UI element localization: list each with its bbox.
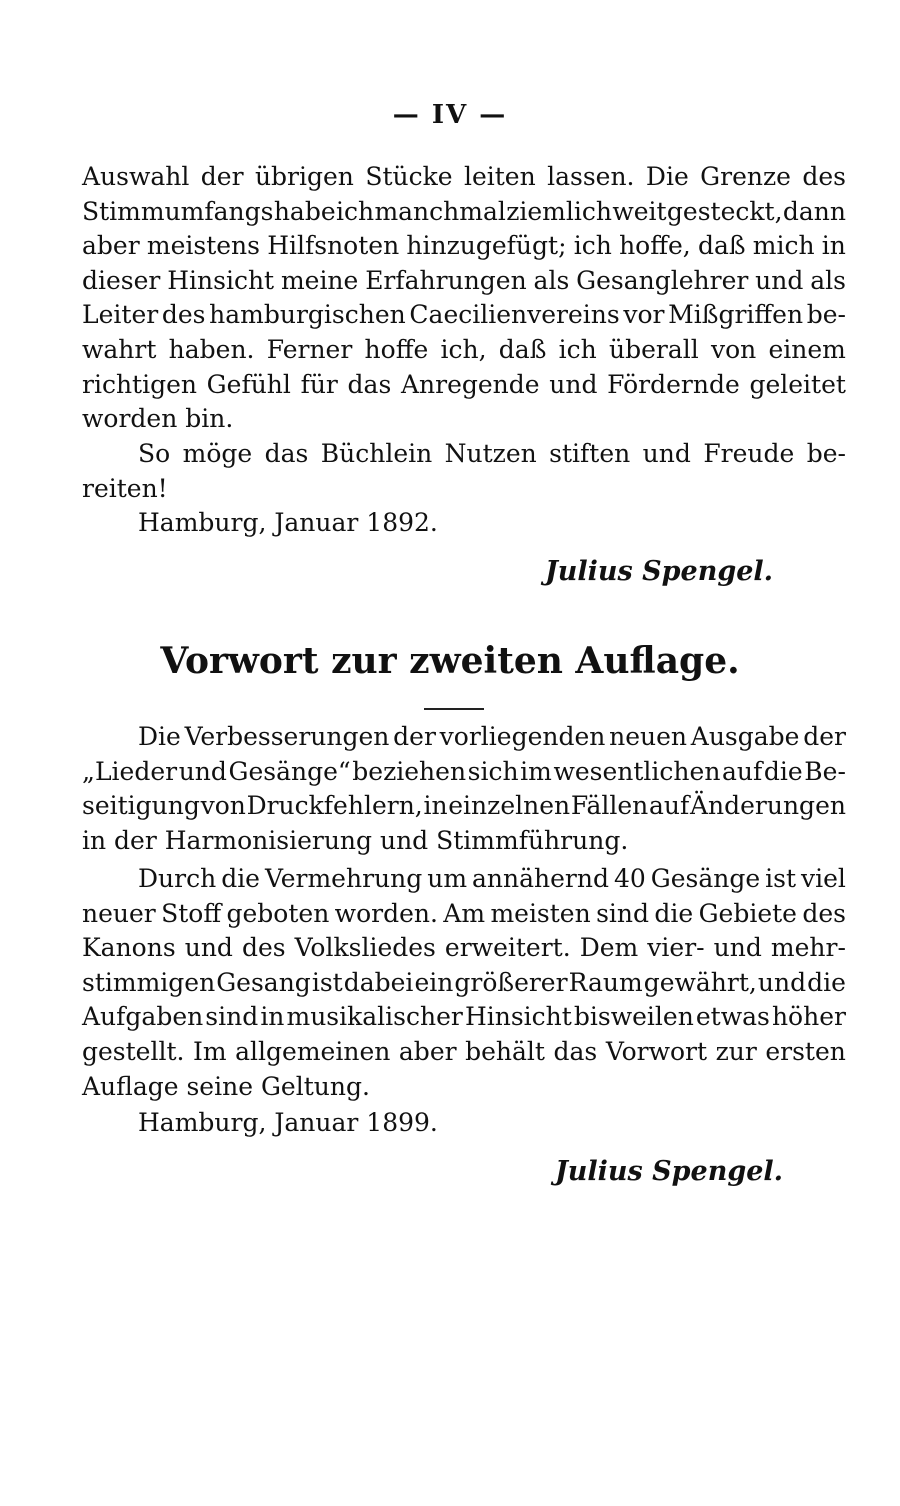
heading-divider xyxy=(424,708,484,710)
word: im xyxy=(520,756,552,786)
word: neuen xyxy=(609,722,688,751)
word: ich xyxy=(335,196,375,226)
word: Änderungen xyxy=(689,791,846,821)
word: „Lieder xyxy=(82,756,178,786)
word: übrigen xyxy=(254,162,354,191)
word: dann xyxy=(782,196,846,226)
word: höher xyxy=(771,1002,846,1032)
word: Druckfehlern, xyxy=(246,791,423,821)
word: ersten xyxy=(765,1036,846,1066)
word: gesteckt, xyxy=(666,196,783,226)
word: einem xyxy=(768,334,846,364)
word: viel xyxy=(801,864,846,893)
word: ist xyxy=(765,864,797,893)
preface-first-paragraph-1 xyxy=(82,160,846,437)
word: Stimmumfangs xyxy=(82,196,274,226)
word: richtigen xyxy=(82,369,197,399)
word: die xyxy=(763,756,803,786)
word: auf xyxy=(648,791,690,821)
word: Volksliedes xyxy=(294,933,436,963)
word: be- xyxy=(806,439,846,468)
word: manchmal xyxy=(374,196,506,226)
word: und xyxy=(184,933,233,963)
word: überall xyxy=(608,334,699,364)
word: Gesang xyxy=(216,967,311,997)
word: das xyxy=(347,369,392,399)
word: als xyxy=(533,265,570,295)
text-line xyxy=(82,333,846,368)
word: das xyxy=(264,439,309,468)
word: neuer xyxy=(82,898,156,928)
word: von xyxy=(200,791,246,821)
word: sind xyxy=(596,898,650,928)
word: Hinsicht xyxy=(464,1002,572,1032)
word: der xyxy=(393,722,436,751)
word: aber xyxy=(82,231,140,261)
word: die xyxy=(807,967,846,997)
text-line xyxy=(82,755,846,790)
word: geleitet xyxy=(749,369,846,399)
word: Am xyxy=(443,898,486,928)
word: Stoff xyxy=(161,898,222,928)
word: größerer xyxy=(454,967,568,997)
word: allgemeinen xyxy=(235,1036,391,1066)
word: Freude xyxy=(703,439,795,468)
word: die xyxy=(221,864,260,893)
text-line xyxy=(82,264,846,299)
word: Auswahl xyxy=(82,162,190,191)
word: Vermehrung xyxy=(264,864,423,893)
text-line xyxy=(82,862,846,897)
word: hoffe, xyxy=(619,231,691,261)
word: Gefühl xyxy=(206,369,291,399)
signature-1892: Julius Spengel. xyxy=(545,556,774,587)
word: Aufgaben xyxy=(82,1002,204,1032)
word: vor xyxy=(623,300,665,330)
section-heading: Vorwort zur zweiten Auflage. xyxy=(160,640,740,682)
word: erweitert. xyxy=(444,933,571,963)
word: bisweilen xyxy=(573,1002,694,1032)
word: in xyxy=(423,791,448,821)
word: Hilfsnoten xyxy=(267,231,400,261)
word: ich xyxy=(558,334,597,364)
word: seitigung xyxy=(82,791,200,821)
word: Erfahrungen xyxy=(365,265,527,295)
word: haben. xyxy=(168,334,255,364)
word: Im xyxy=(193,1036,227,1066)
word: Die xyxy=(138,722,181,751)
word: der xyxy=(200,162,244,191)
text-line xyxy=(82,195,846,230)
word: und xyxy=(549,369,598,399)
word: als xyxy=(810,265,846,295)
word: Nutzen xyxy=(444,439,537,468)
word: Ausgabe xyxy=(690,722,800,751)
word: Büchlein xyxy=(320,439,433,468)
word: Be- xyxy=(804,756,846,786)
text-line xyxy=(82,160,846,195)
word: aber xyxy=(398,1036,457,1066)
word: ziemlich xyxy=(506,196,612,226)
word: Anregende xyxy=(400,369,540,399)
word: Durch xyxy=(138,864,217,893)
word: Gesänge“ xyxy=(228,756,351,786)
text-line xyxy=(82,789,846,824)
word: und xyxy=(178,756,227,786)
word: lassen. xyxy=(547,162,635,191)
word: ich, xyxy=(440,334,487,364)
word: beziehen xyxy=(352,756,467,786)
word: in xyxy=(260,1002,285,1032)
word: dabei xyxy=(343,967,414,997)
word: daß xyxy=(498,334,547,364)
word: wesentlichen xyxy=(553,756,721,786)
word: meistens xyxy=(146,231,260,261)
word: Raum xyxy=(568,967,643,997)
dateline-1892: Hamburg, Januar 1892. xyxy=(138,508,438,537)
word: der xyxy=(803,722,846,751)
word: des xyxy=(802,162,846,191)
word: So xyxy=(138,439,171,468)
word: des xyxy=(802,898,846,928)
text-line: in der Harmonisierung und Stimmführung. xyxy=(82,825,629,855)
word: vier- xyxy=(647,933,705,963)
preface-first-paragraph-2 xyxy=(82,437,846,506)
word: auf xyxy=(722,756,763,786)
word: weit xyxy=(612,196,667,226)
word: musikalischer xyxy=(286,1002,463,1032)
word: Hinsicht xyxy=(167,265,275,295)
word: stimmigen xyxy=(82,967,216,997)
word: daß xyxy=(697,231,746,261)
preface-second-paragraph-2 xyxy=(82,862,846,1104)
word: gewährt, xyxy=(643,967,757,997)
text-line: worden bin. xyxy=(82,404,234,434)
text-line: Auflage seine Geltung. xyxy=(82,1071,370,1101)
text-line xyxy=(82,298,846,333)
word: Verbesserungen xyxy=(184,722,390,751)
word: gestellt. xyxy=(82,1036,185,1066)
text-line xyxy=(82,720,846,755)
word: habe xyxy=(273,196,336,226)
text-line xyxy=(82,1000,846,1035)
word: Kanons xyxy=(82,933,176,963)
word: möge xyxy=(182,439,253,468)
word: Caecilienvereins xyxy=(409,300,620,330)
word: zur xyxy=(715,1036,757,1066)
text-line xyxy=(82,437,846,472)
word: ist xyxy=(311,967,343,997)
word: hoffe xyxy=(364,334,429,364)
text-line xyxy=(82,1035,846,1070)
word: die xyxy=(654,898,694,928)
word: und xyxy=(713,933,762,963)
word: um xyxy=(427,864,468,893)
word: hamburgischen xyxy=(209,300,406,330)
word: wahrt xyxy=(82,334,157,364)
word: das xyxy=(553,1036,598,1066)
word: ein xyxy=(414,967,454,997)
word: behält xyxy=(465,1036,545,1066)
text-line xyxy=(82,368,846,403)
word: Mißgriffen xyxy=(668,300,804,330)
word: Leiter xyxy=(82,300,159,330)
word: meine xyxy=(280,265,359,295)
word: Vorwort xyxy=(605,1036,708,1066)
preface-second-paragraph-1 xyxy=(82,720,846,858)
text-line xyxy=(82,229,846,264)
word: des xyxy=(241,933,286,963)
word: be- xyxy=(806,300,846,330)
word: Fördernde xyxy=(607,369,740,399)
word: worden. xyxy=(334,898,438,928)
word: und xyxy=(755,265,804,295)
word: dieser xyxy=(82,265,161,295)
word: Gesänge xyxy=(650,864,761,893)
word: annähernd xyxy=(472,864,609,893)
word: stiften xyxy=(549,439,631,468)
word: des xyxy=(161,300,206,330)
text-line: reiten! xyxy=(82,473,168,503)
word: ich xyxy=(573,231,612,261)
word: Ferner xyxy=(266,334,353,364)
word: Gebiete xyxy=(698,898,797,928)
word: Dem xyxy=(579,933,639,963)
word: und xyxy=(642,439,691,468)
text-line xyxy=(82,897,846,932)
dateline-1899: Hamburg, Januar 1899. xyxy=(138,1108,438,1137)
page-number: — IV — xyxy=(392,100,508,130)
signature-1899: Julius Spengel. xyxy=(555,1156,784,1187)
word: Fällen xyxy=(570,791,649,821)
word: hinzugefügt; xyxy=(406,231,567,261)
word: etwas xyxy=(695,1002,770,1032)
word: Grenze xyxy=(700,162,791,191)
word: sind xyxy=(205,1002,259,1032)
word: leiten xyxy=(463,162,536,191)
word: mehr- xyxy=(770,933,846,963)
word: geboten xyxy=(226,898,330,928)
text-line xyxy=(82,931,846,966)
word: von xyxy=(710,334,757,364)
word: und xyxy=(757,967,807,997)
word: 40 xyxy=(613,864,646,893)
word: mich xyxy=(752,231,815,261)
word: Die xyxy=(645,162,689,191)
word: in xyxy=(821,231,846,261)
text-line xyxy=(82,966,846,1001)
word: Gesanglehrer xyxy=(576,265,749,295)
word: meisten xyxy=(490,898,591,928)
word: Stücke xyxy=(365,162,453,191)
word: sich xyxy=(467,756,519,786)
word: einzelnen xyxy=(448,791,571,821)
word: für xyxy=(300,369,338,399)
word: vorliegenden xyxy=(439,722,606,751)
